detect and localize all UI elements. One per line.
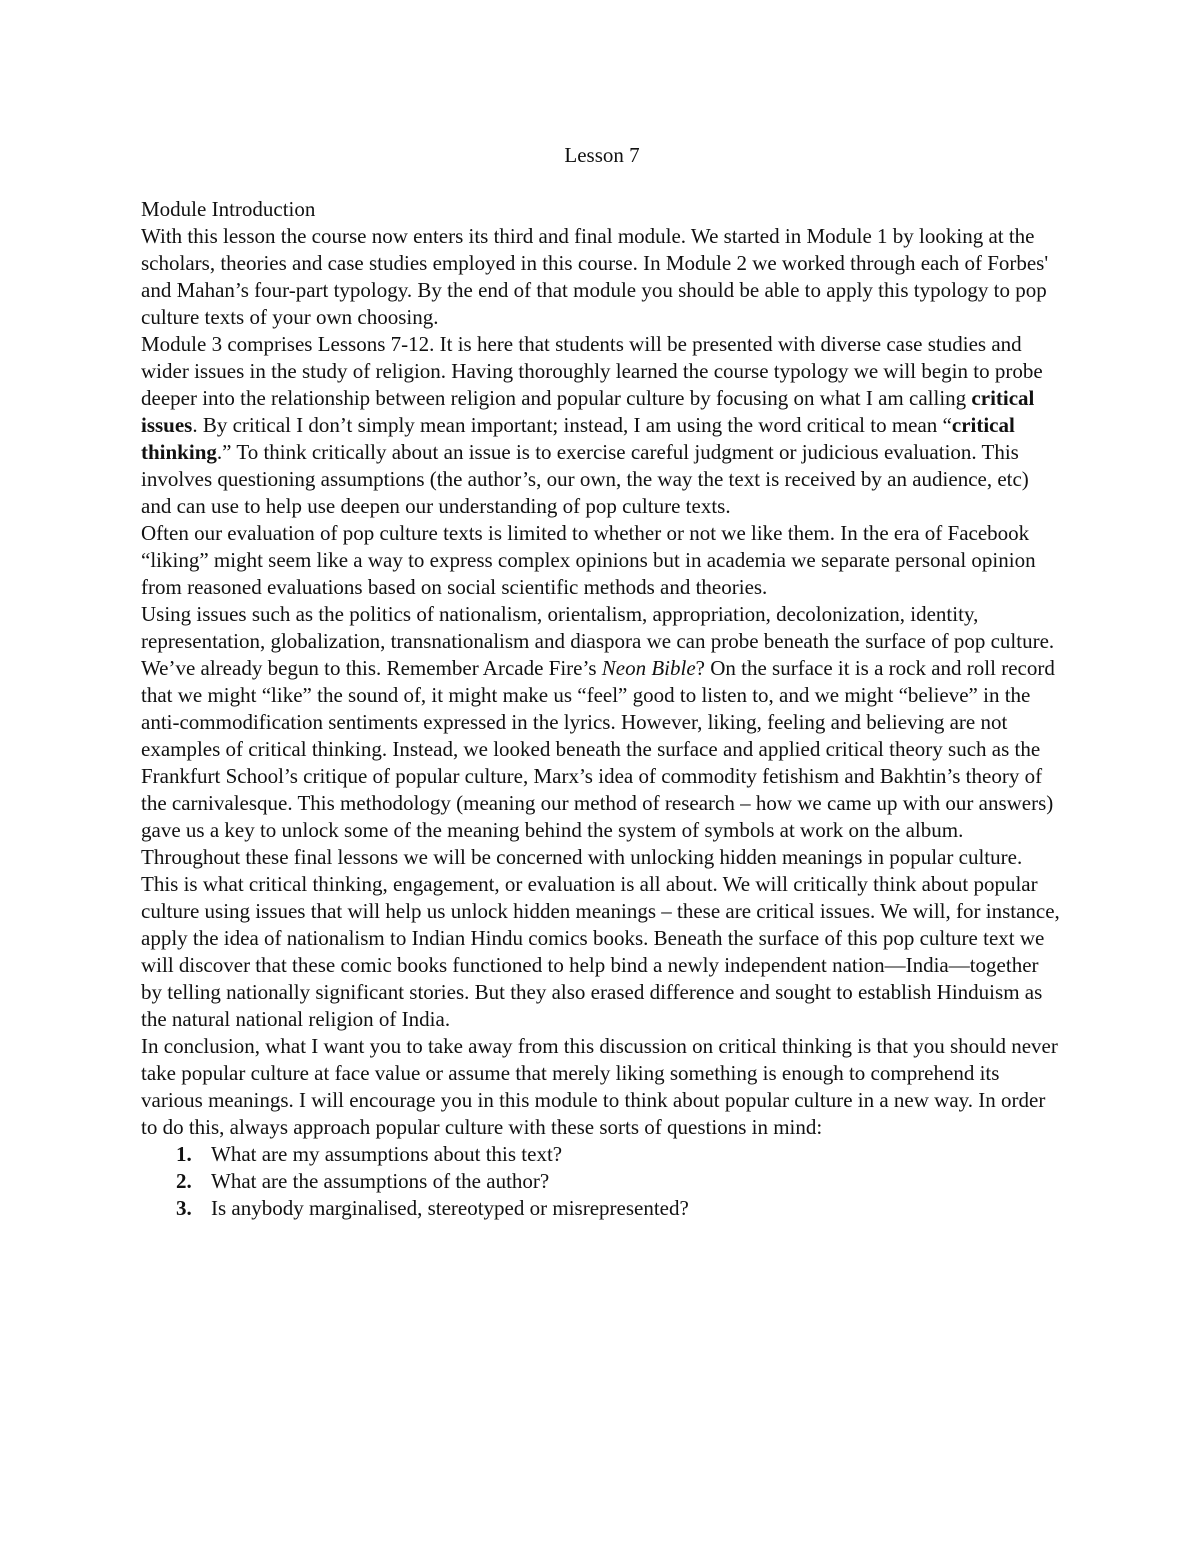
list-number: 1. <box>176 1142 192 1166</box>
document-page <box>141 142 1063 1222</box>
list-item-text: Is anybody marginalised, stereotyped or misrepresented? <box>211 1196 689 1220</box>
paragraph-intro: With this lesson the course now enters its third and final module. We started in Module 1 by looking at the scholars, theories and case studies employed in this course. In Module 2 we worked through each of Forbes' and Mahan’s four-part typology. By the end of that module you should be able to apply this typology to pop culture texts of your own choosing. <box>141 224 1049 329</box>
italic-neon-bible: Neon Bible <box>601 656 696 680</box>
list-item <box>176 1168 1063 1195</box>
section-heading: Module Introduction <box>141 197 316 221</box>
paragraph-text: Using issues such as the politics of nationalism, orientalism, appropriation, decolonization, identity, representation, globalization, transnationalism and diaspora we can probe beneath the surface of pop culture. We’ve already begun to this. Remember Arcade Fire’s <box>141 602 1055 680</box>
paragraph-issues <box>141 601 1063 844</box>
page-title: Lesson 7 <box>564 143 640 167</box>
questions-list <box>141 1141 1063 1222</box>
list-number: 2. <box>176 1169 192 1193</box>
paragraph-conclusion: In conclusion, what I want you to take away from this discussion on critical thinking is that you should never take popular culture at face value or assume that merely liking something is enough to comprehend its various meanings. I will encourage you in this module to think about popular culture in a new way. In order to do this, always approach popular culture with these sorts of questions in mind: <box>141 1034 1058 1139</box>
list-item-text: What are my assumptions about this text? <box>211 1142 563 1166</box>
paragraph-text: . By critical I don’t simply mean important; instead, I am using the word critical to mean “ <box>192 413 952 437</box>
paragraph-evaluation: Often our evaluation of pop culture texts is limited to whether or not we like them. In the era of Facebook “liking” might seem like a way to express complex opinions but in academia we separate personal opinion from reasoned evaluations based on social scientific methods and theories. <box>141 521 1036 599</box>
paragraph-text: .” To think critically about an issue is to exercise careful judgment or judicious evaluation. This involves questioning assumptions (the author’s, our own, the way the text is received by an audience, etc) and can use to help use deepen our understanding of pop culture texts. <box>141 440 1029 518</box>
bold-critical-thinking: critical thinking <box>141 413 1015 464</box>
list-item <box>176 1141 1063 1168</box>
paragraph-text: Module 3 comprises Lessons 7-12. It is here that students will be presented with diverse case studies and wider issues in the study of religion. Having thoroughly learned the course typology we will begin to probe deeper into the relationship between religion and popular culture by focusing on what I am calling <box>141 332 1043 410</box>
list-item <box>176 1195 1063 1222</box>
list-number: 3. <box>176 1196 192 1220</box>
list-item-text: What are the assumptions of the author? <box>211 1169 550 1193</box>
paragraph-module-3 <box>141 331 1063 520</box>
bold-critical-issues: critical issues <box>141 386 1035 437</box>
paragraph-hidden-meanings: Throughout these final lessons we will be concerned with unlocking hidden meanings in popular culture. This is what critical thinking, engagement, or evaluation is all about. We will critically think about popular culture using issues that will help us unlock hidden meanings – these are critical issues. We will, for instance, apply the idea of nationalism to Indian Hindu comics books. Beneath the surface of this pop culture text we will discover that these comic books functioned to help bind a newly independent nation—India—together by telling nationally significant stories. But they also erased difference and sought to establish Hinduism as the natural national religion of India. <box>141 845 1060 1031</box>
paragraph-text: ? On the surface it is a rock and roll record that we might “like” the sound of, it might make us “feel” good to listen to, and we might “believe” in the anti-commodification sentiments expressed in the lyrics. However, liking, feeling and believing are not examples of critical thinking. Instead, we looked beneath the surface and applied critical theory such as the Frankfurt School’s critique of popular culture, Marx’s idea of commodity fetishism and Bakhtin’s theory of the carnivalesque. This methodology (meaning our method of research – how we came up with our answers) gave us a key to unlock some of the meaning behind the system of symbols at work on the album. <box>141 656 1055 842</box>
